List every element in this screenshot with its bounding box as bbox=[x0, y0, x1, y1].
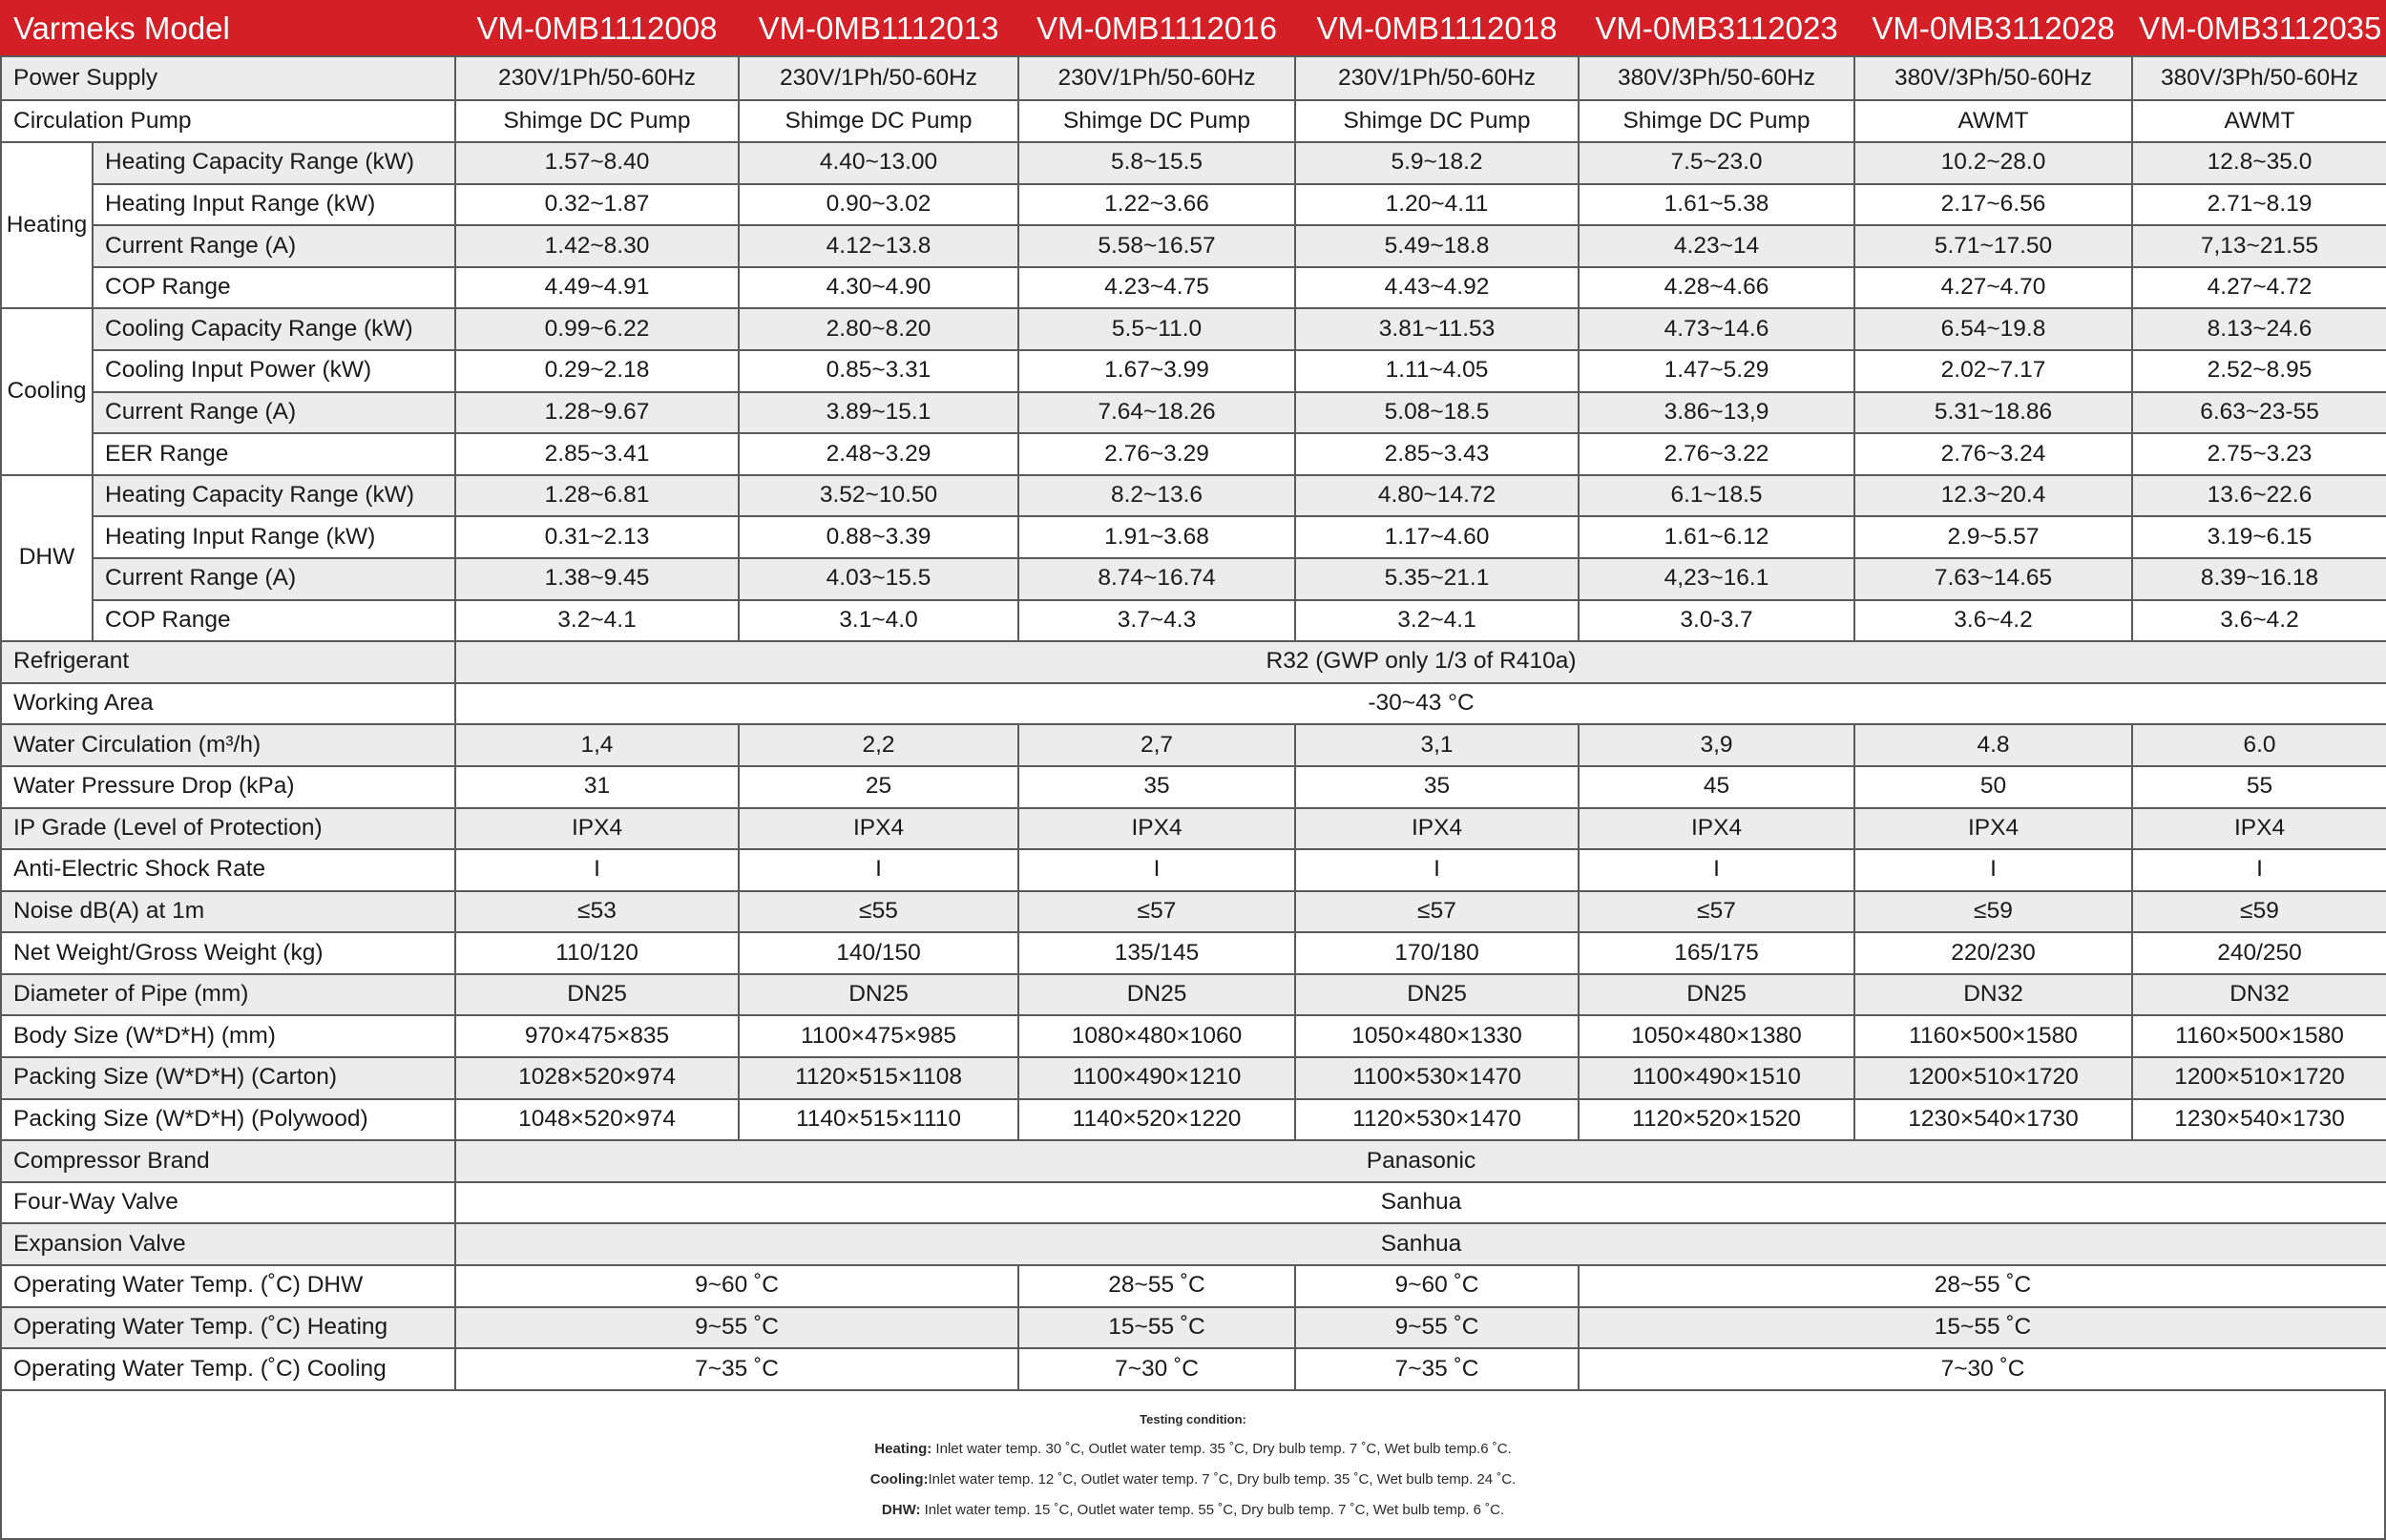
testing-line-label: DHW: bbox=[881, 1502, 921, 1518]
spec-row bbox=[1, 808, 2386, 850]
group-heating-label: Heating bbox=[1, 142, 93, 308]
row-label: COP Range bbox=[93, 600, 455, 642]
cell: ≤59 bbox=[2132, 891, 2386, 933]
cell: 5.5~11.0 bbox=[1018, 308, 1295, 350]
cell: DN32 bbox=[1854, 974, 2132, 1016]
cell: 6.1~18.5 bbox=[1579, 475, 1854, 517]
testing-line-dhw bbox=[2, 1502, 2384, 1518]
cell: 4.27~4.70 bbox=[1854, 267, 2132, 309]
row-label: Operating Water Temp. (˚C) DHW bbox=[1, 1265, 455, 1307]
cell: ≤55 bbox=[739, 891, 1018, 933]
row-label: Heating Capacity Range (kW) bbox=[93, 142, 455, 184]
cell: AWMT bbox=[1854, 100, 2132, 142]
row-label: Packing Size (W*D*H) (Carton) bbox=[1, 1057, 455, 1099]
spec-row bbox=[1, 1348, 2386, 1390]
header-row bbox=[1, 1, 2386, 56]
cell: 1.91~3.68 bbox=[1018, 516, 1295, 558]
cell: 6.0 bbox=[2132, 724, 2386, 766]
row-label: Operating Water Temp. (˚C) Heating bbox=[1, 1307, 455, 1349]
cell: IPX4 bbox=[1018, 808, 1295, 850]
model-header: VM-0MB1112013 bbox=[739, 1, 1018, 56]
cell: IPX4 bbox=[1295, 808, 1579, 850]
spec-row bbox=[1, 974, 2386, 1016]
cell: DN25 bbox=[1018, 974, 1295, 1016]
cell: 2.75~3.23 bbox=[2132, 433, 2386, 475]
cell: 4.40~13.00 bbox=[739, 142, 1018, 184]
spec-row bbox=[1, 724, 2386, 766]
cell: IPX4 bbox=[1854, 808, 2132, 850]
cell: 2.76~3.22 bbox=[1579, 433, 1854, 475]
cell: 3.2~4.1 bbox=[455, 600, 739, 642]
row-label: Water Circulation (m³/h) bbox=[1, 724, 455, 766]
cell: 4.49~4.91 bbox=[455, 267, 739, 309]
cell: IPX4 bbox=[739, 808, 1018, 850]
spec-row bbox=[1, 267, 2386, 309]
cell: 1100×530×1470 bbox=[1295, 1057, 1579, 1099]
cell: 55 bbox=[2132, 766, 2386, 808]
cell: 380V/3Ph/50-60Hz bbox=[1579, 56, 1854, 101]
cell: Shimge DC Pump bbox=[1579, 100, 1854, 142]
cell: 230V/1Ph/50-60Hz bbox=[1018, 56, 1295, 101]
cell: 0.32~1.87 bbox=[455, 184, 739, 226]
cell: ≤59 bbox=[1854, 891, 2132, 933]
cell: 35 bbox=[1018, 766, 1295, 808]
cell: 9~55 ˚C bbox=[1295, 1307, 1579, 1349]
row-label: Power Supply bbox=[1, 56, 455, 101]
cell: 8.74~16.74 bbox=[1018, 558, 1295, 600]
cell: 3.7~4.3 bbox=[1018, 600, 1295, 642]
cell: 8.2~13.6 bbox=[1018, 475, 1295, 517]
cell: 4.8 bbox=[1854, 724, 2132, 766]
row-label: Working Area bbox=[1, 683, 455, 725]
cell: 1050×480×1330 bbox=[1295, 1015, 1579, 1057]
spec-row bbox=[1, 891, 2386, 933]
cell: 35 bbox=[1295, 766, 1579, 808]
spec-row bbox=[1, 641, 2386, 683]
spec-row bbox=[1, 184, 2386, 226]
spec-row bbox=[1, 100, 2386, 142]
cell: 110/120 bbox=[455, 932, 739, 974]
row-label: Cooling Input Power (kW) bbox=[93, 350, 455, 392]
row-label: Current Range (A) bbox=[93, 225, 455, 267]
cell: DN25 bbox=[455, 974, 739, 1016]
testing-line-heating bbox=[2, 1441, 2384, 1457]
cell: 5.9~18.2 bbox=[1295, 142, 1579, 184]
cell: 5.49~18.8 bbox=[1295, 225, 1579, 267]
cell: I bbox=[1854, 849, 2132, 891]
cell: 0.31~2.13 bbox=[455, 516, 739, 558]
cell: Shimge DC Pump bbox=[739, 100, 1018, 142]
cell: 1,4 bbox=[455, 724, 739, 766]
spec-row bbox=[1, 142, 2386, 184]
cell: 1230×540×1730 bbox=[2132, 1099, 2386, 1141]
testing-title: Testing condition: bbox=[1140, 1412, 1246, 1426]
cell: 1120×515×1108 bbox=[739, 1057, 1018, 1099]
testing-line-label: Cooling: bbox=[869, 1471, 929, 1488]
row-label: Water Pressure Drop (kPa) bbox=[1, 766, 455, 808]
cell: 1050×480×1380 bbox=[1579, 1015, 1854, 1057]
cell: AWMT bbox=[2132, 100, 2386, 142]
row-label: Operating Water Temp. (˚C) Cooling bbox=[1, 1348, 455, 1390]
cell: 5.71~17.50 bbox=[1854, 225, 2132, 267]
spec-row bbox=[1, 932, 2386, 974]
cell: 3.89~15.1 bbox=[739, 392, 1018, 434]
shared-cell: R32 (GWP only 1/3 of R410a) bbox=[455, 641, 2386, 683]
cell: 0.90~3.02 bbox=[739, 184, 1018, 226]
cell: 12.3~20.4 bbox=[1854, 475, 2132, 517]
row-label: Diameter of Pipe (mm) bbox=[1, 974, 455, 1016]
cell: 4.12~13.8 bbox=[739, 225, 1018, 267]
cell: 5.08~18.5 bbox=[1295, 392, 1579, 434]
cell: 1.11~4.05 bbox=[1295, 350, 1579, 392]
cell: 135/145 bbox=[1018, 932, 1295, 974]
cell: 380V/3Ph/50-60Hz bbox=[1854, 56, 2132, 101]
cell: 2.76~3.29 bbox=[1018, 433, 1295, 475]
row-label: Noise dB(A) at 1m bbox=[1, 891, 455, 933]
cell: 1200×510×1720 bbox=[2132, 1057, 2386, 1099]
shared-cell: Sanhua bbox=[455, 1223, 2386, 1265]
cell: 50 bbox=[1854, 766, 2132, 808]
cell: 7~35 ˚C bbox=[1295, 1348, 1579, 1390]
cell: 3,1 bbox=[1295, 724, 1579, 766]
spec-row bbox=[1, 1265, 2386, 1307]
row-label: Four-Way Valve bbox=[1, 1182, 455, 1224]
cell: 1080×480×1060 bbox=[1018, 1015, 1295, 1057]
cell: 28~55 ˚C bbox=[1579, 1265, 2386, 1307]
spec-row bbox=[1, 392, 2386, 434]
spec-row bbox=[1, 516, 2386, 558]
cell: 3.2~4.1 bbox=[1295, 600, 1579, 642]
spec-row bbox=[1, 475, 2386, 517]
cell: 170/180 bbox=[1295, 932, 1579, 974]
cell: 2.9~5.57 bbox=[1854, 516, 2132, 558]
cell: 4.80~14.72 bbox=[1295, 475, 1579, 517]
spec-row bbox=[1, 600, 2386, 642]
shared-cell: -30~43 °C bbox=[455, 683, 2386, 725]
cell: ≤57 bbox=[1579, 891, 1854, 933]
cell: 0.99~6.22 bbox=[455, 308, 739, 350]
spec-row bbox=[1, 558, 2386, 600]
cell: 1200×510×1720 bbox=[1854, 1057, 2132, 1099]
cell: 970×475×835 bbox=[455, 1015, 739, 1057]
cell: 1.20~4.11 bbox=[1295, 184, 1579, 226]
row-label: Cooling Capacity Range (kW) bbox=[93, 308, 455, 350]
row-label: COP Range bbox=[93, 267, 455, 309]
cell: 1140×515×1110 bbox=[739, 1099, 1018, 1141]
testing-conditions bbox=[0, 1391, 2386, 1540]
cell: 3.52~10.50 bbox=[739, 475, 1018, 517]
cell: 7.64~18.26 bbox=[1018, 392, 1295, 434]
spec-row bbox=[1, 350, 2386, 392]
cell: 2,2 bbox=[739, 724, 1018, 766]
testing-line-text: Inlet water temp. 12 ˚C, Outlet water temp. 7 ˚C, Dry bulb temp. 35 ˚C, Wet bulb temp. 24 ˚C. bbox=[928, 1471, 1517, 1488]
spec-row bbox=[1, 225, 2386, 267]
cell: I bbox=[455, 849, 739, 891]
cell: 2.17~6.56 bbox=[1854, 184, 2132, 226]
cell: 2.76~3.24 bbox=[1854, 433, 2132, 475]
cell: Shimge DC Pump bbox=[1018, 100, 1295, 142]
cell: 1160×500×1580 bbox=[1854, 1015, 2132, 1057]
cell: 3.81~11.53 bbox=[1295, 308, 1579, 350]
cell: 1100×490×1510 bbox=[1579, 1057, 1854, 1099]
cell: 1230×540×1730 bbox=[1854, 1099, 2132, 1141]
cell: 380V/3Ph/50-60Hz bbox=[2132, 56, 2386, 101]
cell: 0.88~3.39 bbox=[739, 516, 1018, 558]
cell: 1120×530×1470 bbox=[1295, 1099, 1579, 1141]
cell: ≤57 bbox=[1018, 891, 1295, 933]
cell: 7.5~23.0 bbox=[1579, 142, 1854, 184]
cell: 1.38~9.45 bbox=[455, 558, 739, 600]
cell: 2.52~8.95 bbox=[2132, 350, 2386, 392]
model-header: VM-0MB3112028 bbox=[1854, 1, 2132, 56]
cell: 1.61~5.38 bbox=[1579, 184, 1854, 226]
cell: I bbox=[1295, 849, 1579, 891]
cell: 2.71~8.19 bbox=[2132, 184, 2386, 226]
row-label: Anti-Electric Shock Rate bbox=[1, 849, 455, 891]
row-label: Packing Size (W*D*H) (Polywood) bbox=[1, 1099, 455, 1141]
cell: 1160×500×1580 bbox=[2132, 1015, 2386, 1057]
cell: 1100×475×985 bbox=[739, 1015, 1018, 1057]
cell: 1.17~4.60 bbox=[1295, 516, 1579, 558]
model-header: VM-0MB1112016 bbox=[1018, 1, 1295, 56]
spec-row bbox=[1, 1015, 2386, 1057]
cell: 4.43~4.92 bbox=[1295, 267, 1579, 309]
row-label: Current Range (A) bbox=[93, 558, 455, 600]
cell: 3.6~4.2 bbox=[1854, 600, 2132, 642]
cell: I bbox=[739, 849, 1018, 891]
group-cooling-label: Cooling bbox=[1, 308, 93, 474]
row-label: Refrigerant bbox=[1, 641, 455, 683]
testing-line-text: Inlet water temp. 30 ˚C, Outlet water temp. 35 ˚C, Dry bulb temp. 7 ˚C, Wet bulb temp.6 ˚C. bbox=[931, 1441, 1512, 1457]
spec-row bbox=[1, 1182, 2386, 1224]
cell: 5.35~21.1 bbox=[1295, 558, 1579, 600]
cell: 4.03~15.5 bbox=[739, 558, 1018, 600]
row-label: IP Grade (Level of Protection) bbox=[1, 808, 455, 850]
cell: ≤57 bbox=[1295, 891, 1579, 933]
spec-row bbox=[1, 1307, 2386, 1349]
cell: 1048×520×974 bbox=[455, 1099, 739, 1141]
cell: 4.23~4.75 bbox=[1018, 267, 1295, 309]
cell: 2.85~3.43 bbox=[1295, 433, 1579, 475]
cell: 220/230 bbox=[1854, 932, 2132, 974]
cell: 15~55 ˚C bbox=[1018, 1307, 1295, 1349]
spec-row bbox=[1, 683, 2386, 725]
row-label: Expansion Valve bbox=[1, 1223, 455, 1265]
cell: 25 bbox=[739, 766, 1018, 808]
cell: 8.39~16.18 bbox=[2132, 558, 2386, 600]
row-label: Current Range (A) bbox=[93, 392, 455, 434]
cell: 1140×520×1220 bbox=[1018, 1099, 1295, 1141]
cell: 8.13~24.6 bbox=[2132, 308, 2386, 350]
row-label: EER Range bbox=[93, 433, 455, 475]
row-label: Heating Capacity Range (kW) bbox=[93, 475, 455, 517]
row-label: Net Weight/Gross Weight (kg) bbox=[1, 932, 455, 974]
cell: DN25 bbox=[739, 974, 1018, 1016]
cell: IPX4 bbox=[2132, 808, 2386, 850]
cell: 2.85~3.41 bbox=[455, 433, 739, 475]
cell: DN25 bbox=[1579, 974, 1854, 1016]
cell: 3,9 bbox=[1579, 724, 1854, 766]
cell: 2,7 bbox=[1018, 724, 1295, 766]
spec-row bbox=[1, 1140, 2386, 1182]
cell: IPX4 bbox=[1579, 808, 1854, 850]
cell: I bbox=[1579, 849, 1854, 891]
cell: 1100×490×1210 bbox=[1018, 1057, 1295, 1099]
cell: Shimge DC Pump bbox=[1295, 100, 1579, 142]
shared-cell: Sanhua bbox=[455, 1182, 2386, 1224]
cell: 1028×520×974 bbox=[455, 1057, 739, 1099]
cell: 4.73~14.6 bbox=[1579, 308, 1854, 350]
cell: 13.6~22.6 bbox=[2132, 475, 2386, 517]
cell: 4.30~4.90 bbox=[739, 267, 1018, 309]
cell: I bbox=[2132, 849, 2386, 891]
cell: 165/175 bbox=[1579, 932, 1854, 974]
cell: 7~30 ˚C bbox=[1579, 1348, 2386, 1390]
cell: 1.47~5.29 bbox=[1579, 350, 1854, 392]
model-header: VM-0MB3112023 bbox=[1579, 1, 1854, 56]
cell: 4.28~4.66 bbox=[1579, 267, 1854, 309]
spec-row bbox=[1, 1057, 2386, 1099]
cell: 2.48~3.29 bbox=[739, 433, 1018, 475]
cell: 7~30 ˚C bbox=[1018, 1348, 1295, 1390]
cell: 1.42~8.30 bbox=[455, 225, 739, 267]
cell: 0.85~3.31 bbox=[739, 350, 1018, 392]
cell: 1120×520×1520 bbox=[1579, 1099, 1854, 1141]
cell: 230V/1Ph/50-60Hz bbox=[739, 56, 1018, 101]
cell: 31 bbox=[455, 766, 739, 808]
cell: DN25 bbox=[1295, 974, 1579, 1016]
testing-line-text: Inlet water temp. 15 ˚C, Outlet water temp. 55 ˚C, Dry bulb temp. 7 ˚C, Wet bulb temp. 6 ˚C. bbox=[920, 1502, 1505, 1518]
cell: Shimge DC Pump bbox=[455, 100, 739, 142]
cell: 1.28~6.81 bbox=[455, 475, 739, 517]
cell: 6.63~23-55 bbox=[2132, 392, 2386, 434]
cell: 5.8~15.5 bbox=[1018, 142, 1295, 184]
spec-row bbox=[1, 1099, 2386, 1141]
cell: 140/150 bbox=[739, 932, 1018, 974]
model-header: VM-0MB1112018 bbox=[1295, 1, 1579, 56]
cell: 7.63~14.65 bbox=[1854, 558, 2132, 600]
cell: 230V/1Ph/50-60Hz bbox=[455, 56, 739, 101]
cell: DN32 bbox=[2132, 974, 2386, 1016]
spec-row bbox=[1, 308, 2386, 350]
row-label: Compressor Brand bbox=[1, 1140, 455, 1182]
cell: 7~35 ˚C bbox=[455, 1348, 1018, 1390]
cell: I bbox=[1018, 849, 1295, 891]
cell: 9~55 ˚C bbox=[455, 1307, 1018, 1349]
cell: 28~55 ˚C bbox=[1018, 1265, 1295, 1307]
cell: IPX4 bbox=[455, 808, 739, 850]
cell: 3.0-3.7 bbox=[1579, 600, 1854, 642]
cell: 10.2~28.0 bbox=[1854, 142, 2132, 184]
cell: 3.86~13,9 bbox=[1579, 392, 1854, 434]
cell: 3.1~4.0 bbox=[739, 600, 1018, 642]
cell: 3.19~6.15 bbox=[2132, 516, 2386, 558]
cell: 1.67~3.99 bbox=[1018, 350, 1295, 392]
brand-title: Varmeks Model bbox=[1, 1, 455, 56]
cell: 5.31~18.86 bbox=[1854, 392, 2132, 434]
cell: 240/250 bbox=[2132, 932, 2386, 974]
cell: 6.54~19.8 bbox=[1854, 308, 2132, 350]
cell: 1.22~3.66 bbox=[1018, 184, 1295, 226]
cell: 2.02~7.17 bbox=[1854, 350, 2132, 392]
spec-row bbox=[1, 1223, 2386, 1265]
row-label: Circulation Pump bbox=[1, 100, 455, 142]
cell: 5.58~16.57 bbox=[1018, 225, 1295, 267]
cell: 1.57~8.40 bbox=[455, 142, 739, 184]
cell: 4,23~16.1 bbox=[1579, 558, 1854, 600]
cell: 230V/1Ph/50-60Hz bbox=[1295, 56, 1579, 101]
group-dhw-label: DHW bbox=[1, 475, 93, 641]
spec-row bbox=[1, 56, 2386, 101]
cell: 45 bbox=[1579, 766, 1854, 808]
spec-row bbox=[1, 849, 2386, 891]
cell: 2.80~8.20 bbox=[739, 308, 1018, 350]
row-label: Heating Input Range (kW) bbox=[93, 184, 455, 226]
cell: 7,13~21.55 bbox=[2132, 225, 2386, 267]
cell: 9~60 ˚C bbox=[1295, 1265, 1579, 1307]
model-header: VM-0MB3112035 bbox=[2132, 1, 2386, 56]
cell: 0.29~2.18 bbox=[455, 350, 739, 392]
testing-line-cooling bbox=[2, 1471, 2384, 1488]
cell: 4.27~4.72 bbox=[2132, 267, 2386, 309]
cell: ≤53 bbox=[455, 891, 739, 933]
cell: 1.61~6.12 bbox=[1579, 516, 1854, 558]
testing-line-label: Heating: bbox=[874, 1441, 932, 1457]
row-label: Heating Input Range (kW) bbox=[93, 516, 455, 558]
cell: 3.6~4.2 bbox=[2132, 600, 2386, 642]
spec-row bbox=[1, 433, 2386, 475]
model-header: VM-0MB1112008 bbox=[455, 1, 739, 56]
shared-cell: Panasonic bbox=[455, 1140, 2386, 1182]
row-label: Body Size (W*D*H) (mm) bbox=[1, 1015, 455, 1057]
cell: 15~55 ˚C bbox=[1579, 1307, 2386, 1349]
cell: 1.28~9.67 bbox=[455, 392, 739, 434]
cell: 9~60 ˚C bbox=[455, 1265, 1018, 1307]
cell: 12.8~35.0 bbox=[2132, 142, 2386, 184]
cell: 4.23~14 bbox=[1579, 225, 1854, 267]
spec-row bbox=[1, 766, 2386, 808]
